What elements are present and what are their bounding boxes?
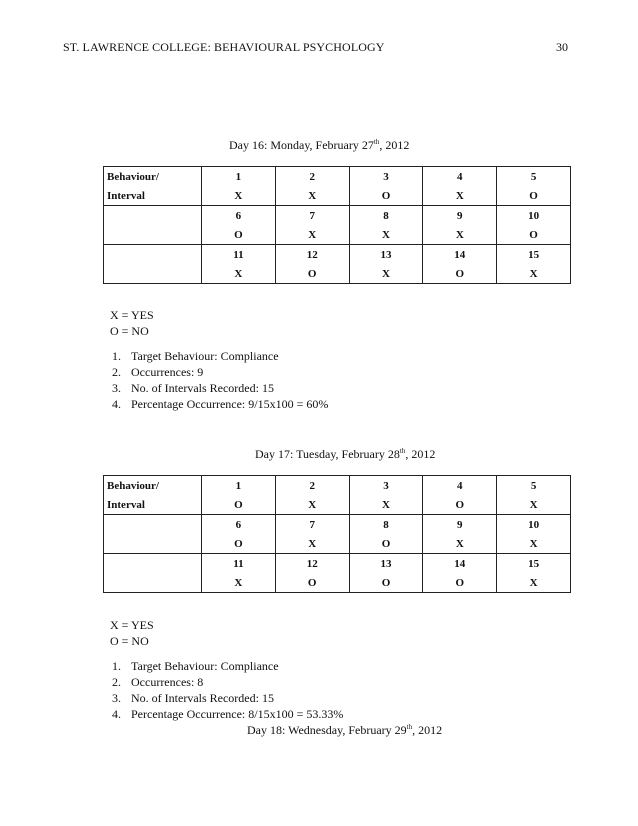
blank-label-cell: [104, 515, 202, 554]
interval-cell: 12 O: [275, 554, 349, 593]
day-17-legend: [110, 617, 154, 649]
interval-cell: 7 X: [275, 206, 349, 245]
interval-cell: 7 X: [275, 515, 349, 554]
interval-cell: 8 O: [349, 515, 423, 554]
interval-cell: 15 X: [497, 245, 571, 284]
interval-cell: 5 O: [497, 167, 571, 206]
day-16-summary-list: [112, 348, 328, 412]
page-number: 30: [556, 40, 568, 54]
header-title: ST. LAWRENCE COLLEGE: BEHAVIOURAL PSYCHOLOGY: [63, 40, 385, 54]
interval-cell: 14 O: [423, 554, 497, 593]
interval-cell: 11 X: [202, 554, 276, 593]
blank-label-cell: [104, 554, 202, 593]
list-item: 2. Occurrences: 9: [112, 365, 204, 379]
row-label-cell: Behaviour/ Interval: [104, 167, 202, 206]
interval-cell: 9 X: [423, 515, 497, 554]
interval-cell: 1 X: [202, 167, 276, 206]
legend-yes: X = YES: [110, 308, 154, 322]
list-item: 1. Target Behaviour: Compliance: [112, 349, 279, 363]
day-17-summary-list: [112, 658, 343, 722]
list-item: 2. Occurrences: 8: [112, 675, 204, 689]
day-17-heading: Day 17: Tuesday, February 28th, 2012: [255, 447, 436, 461]
interval-cell: 3 O: [349, 167, 423, 206]
list-item: 4. Percentage Occurrence: 9/15x100 = 60%: [112, 397, 329, 411]
table-row: [104, 554, 571, 593]
list-item: 3. No. of Intervals Recorded: 15: [112, 691, 274, 705]
interval-cell: 14 O: [423, 245, 497, 284]
table-row: [104, 245, 571, 284]
day-16-heading: Day 16: Monday, February 27th, 2012: [229, 138, 410, 152]
interval-cell: 9 X: [423, 206, 497, 245]
legend-no: O = NO: [110, 634, 149, 648]
interval-cell: 6 O: [202, 515, 276, 554]
list-item: 4. Percentage Occurrence: 8/15x100 = 53.33%: [112, 707, 344, 721]
list-item: 3. No. of Intervals Recorded: 15: [112, 381, 274, 395]
table-row: [104, 515, 571, 554]
table-row: [104, 206, 571, 245]
interval-cell: 8 X: [349, 206, 423, 245]
list-item: 1. Target Behaviour: Compliance: [112, 659, 279, 673]
interval-cell: 13 O: [349, 554, 423, 593]
legend-yes: X = YES: [110, 618, 154, 632]
day-16-observation-table: [103, 166, 571, 284]
interval-cell: 1 O: [202, 476, 276, 515]
interval-cell: 10 X: [497, 515, 571, 554]
running-header: [63, 40, 568, 56]
row-label-cell: Behaviour/ Interval: [104, 476, 202, 515]
interval-cell: 12 O: [275, 245, 349, 284]
interval-cell: 13 X: [349, 245, 423, 284]
day-17-observation-table: [103, 475, 571, 593]
blank-label-cell: [104, 245, 202, 284]
table-row: [104, 476, 571, 515]
day-16-legend: [110, 307, 154, 339]
interval-cell: 6 O: [202, 206, 276, 245]
interval-cell: 11 X: [202, 245, 276, 284]
interval-cell: 2 X: [275, 476, 349, 515]
blank-label-cell: [104, 206, 202, 245]
interval-cell: 5 X: [497, 476, 571, 515]
day-18-heading: Day 18: Wednesday, February 29th, 2012: [247, 723, 443, 737]
interval-cell: 2 X: [275, 167, 349, 206]
legend-no: O = NO: [110, 324, 149, 338]
interval-cell: 4 O: [423, 476, 497, 515]
interval-cell: 3 X: [349, 476, 423, 515]
interval-cell: 15 X: [497, 554, 571, 593]
interval-cell: 10 O: [497, 206, 571, 245]
interval-cell: 4 X: [423, 167, 497, 206]
